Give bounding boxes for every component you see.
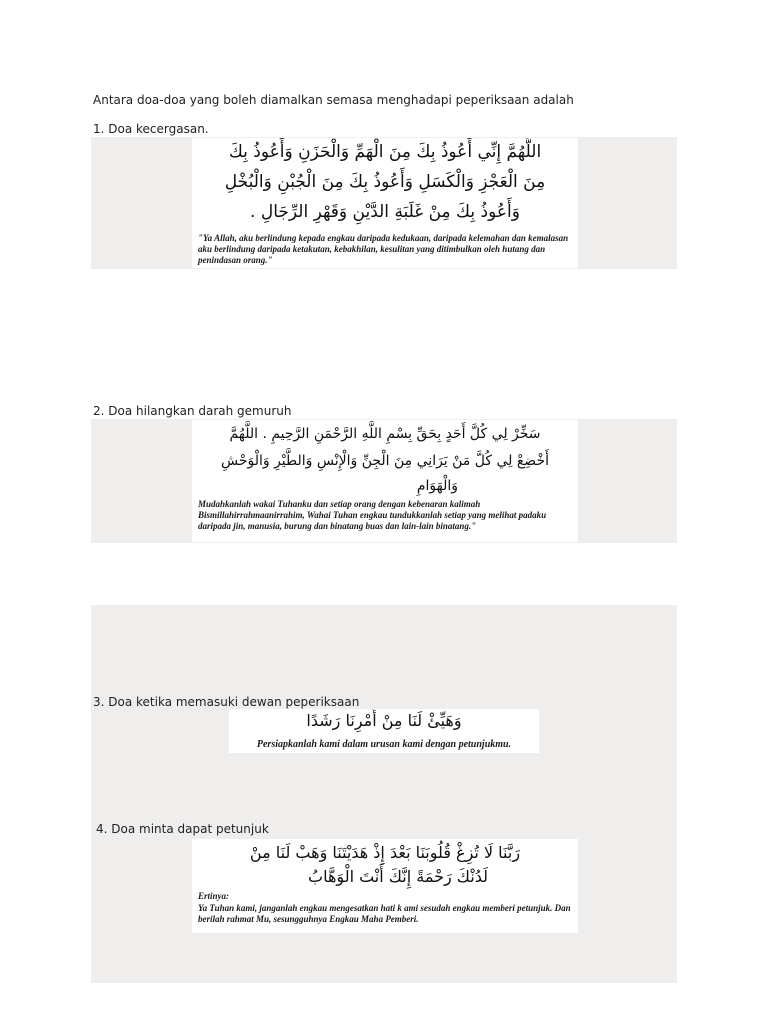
doa-4-translation: Ya Tuhan kami, janganlah engkau mengesatkan hati k ami sesudah engkau memberi petunjuk. Dan berilah rahmat Mu, sesungguhnya Engkau Maha Pemberi. [198, 903, 571, 924]
item-4-heading: 4. Doa minta dapat petunjuk [96, 822, 269, 836]
doa-4-arabic-line-2: لَدُنْكَ رَحْمَةً إِنَّكَ أَنْتَ الْوَهَّابُ [308, 867, 488, 886]
doa-4-ertinya: Ertinya: [198, 891, 230, 901]
doa-3-translation: Persiapkanlah kami dalam urusan kami dengan petunjukmu. [256, 739, 512, 750]
doa-1-image [192, 138, 578, 268]
item-3-heading: 3. Doa ketika memasuki dewan peperiksaan [93, 695, 360, 709]
doa-1-translation: "Ya Allah, aku berlindung kepada engkau daripada kedukaan, daripada kelemahan dan kemalasan aku berlindung daripada ketakutan, kebakhilan, kesulitan yang ditimbulkan oleh hutang dan penindasan orang." [198, 233, 569, 265]
item-1-heading: 1. Doa kecergasan. [93, 122, 209, 136]
doa-2-translation: Mudahkanlah wakai Tuhanku dan setiap orang dengan kebenaran kalimah Bismillahirrahmaanirrahim, Wahai Tuhan engkau tundukkanlah setiap yang melihat padaku daripada jin, manusia, burung dan binatang buas dan lain-lain binatang." [198, 499, 547, 531]
doa-2-image [192, 420, 578, 542]
item-2-heading: 2. Doa hilangkan darah gemuruh [93, 404, 292, 418]
doa-3-arabic: وَهَيِّئْ لَنَا مِنْ أَمْرِنَا رَشَدًا [306, 711, 462, 730]
doa-2-arabic-line-1: سَخِّرْ لِي كُلَّ أَحَدٍ بِحَقِّ بِسْمِ اللَّهِ الرَّحْمَنِ الرَّحِيمِ . اللَّهُمَّ [229, 426, 541, 442]
doa-1-arabic-line-2: مِنَ الْعَجْزِ وَالْكَسَلِ وَأَعُوذُ بِكَ مِنَ الْجُبْنِ وَالْبُخْلِ [224, 172, 546, 192]
intro-text: Antara doa-doa yang boleh diamalkan semasa menghadapi peperiksaan adalah [93, 93, 574, 107]
doa-2-arabic-line-3: وَالْهَوَامِ [416, 478, 458, 494]
doa-3-image [229, 709, 539, 753]
doa-1-arabic-line-1: اللَّهُمَّ إِنِّي أَعُوذُ بِكَ مِنَ الْهَمِّ وَالْحَزَنِ وَأَعُوذُ بِكَ [228, 142, 542, 162]
doa-4-arabic-line-1: رَبَّنَا لَا تُزِغْ قُلُوبَنَا بَعْدَ إِذْ هَدَيْتَنَا وَهَبْ لَنَا مِنْ [249, 843, 521, 862]
doa-4-image [192, 839, 578, 933]
doa-1-arabic-line-3: وَأَعُوذُ بِكَ مِنْ غَلَبَةِ الدَّيْنِ وَقَهْرِ الرِّجَالِ . [250, 202, 520, 222]
doa-2-arabic-line-2: أَخْضِعْ لِي كُلَّ مَنْ يَرَانِي مِنَ الْجِنِّ وَالْإِنْسِ وَالطَّيْرِ وَالْوَحْشِ [220, 453, 549, 469]
